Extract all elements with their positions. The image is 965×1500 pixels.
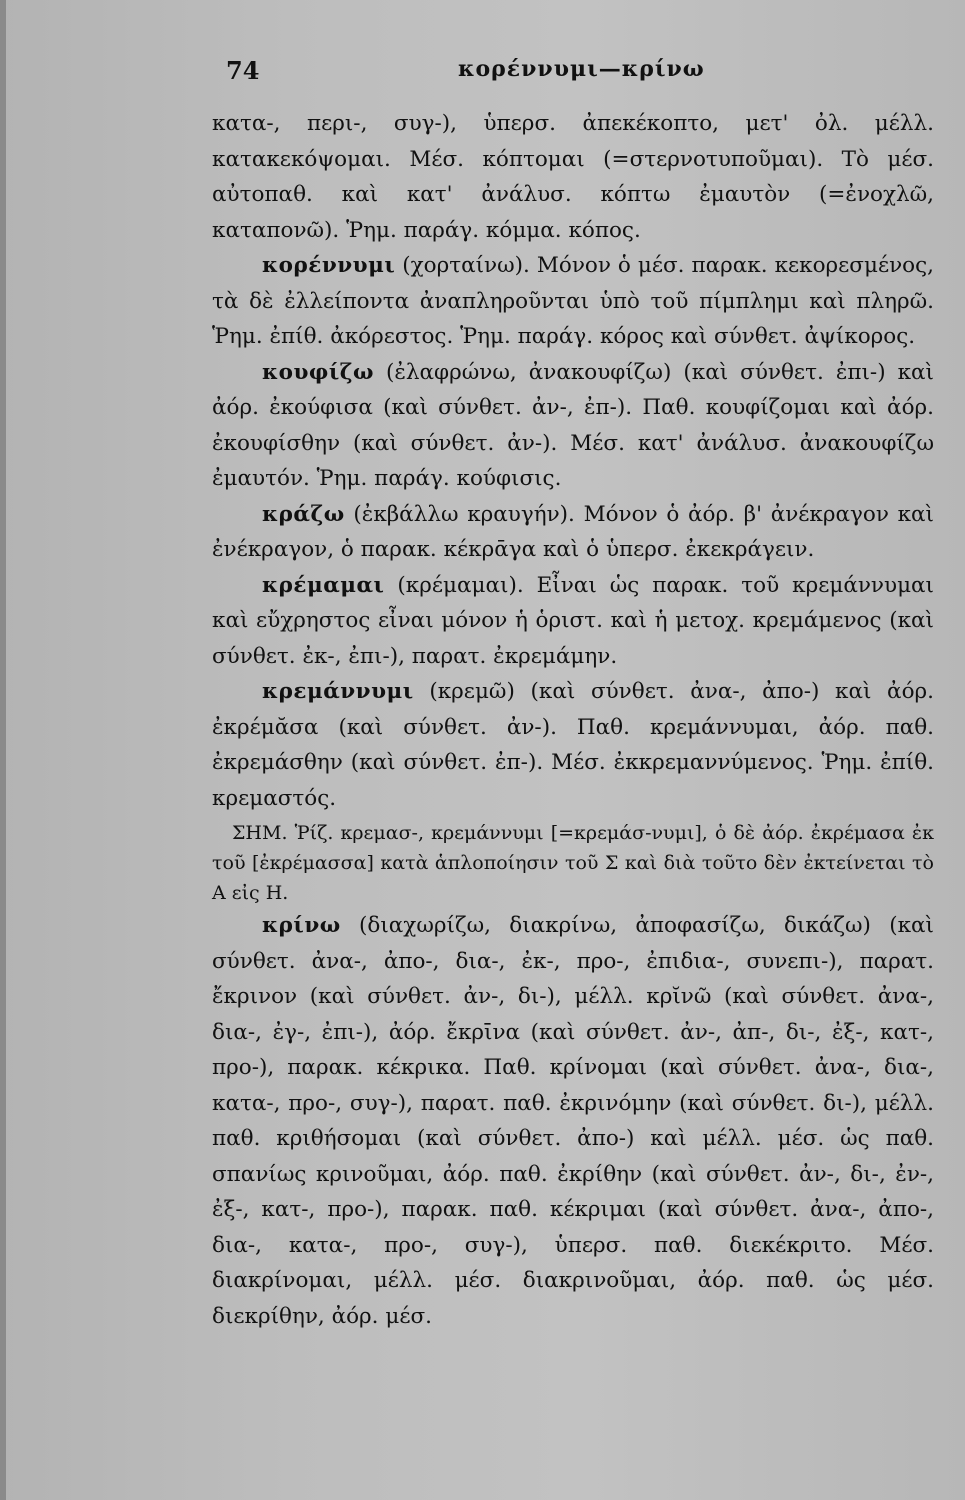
note-label: ΣΗΜ.: [232, 822, 288, 844]
entry-text: (διαχωρίζω, διακρίνω, ἀποφασίζω, δικάζω) (καὶ σύνθετ. ἀνα-, ἀπο-, δια-, ἐκ-, προ-, ἐπιδια-, συνεπι-), παρατ. ἔκρινον (καὶ σύνθετ. ἀν-, δι-), μέλλ. κρῐνῶ (καὶ σύνθετ. ἀνα-, δια-, ἐγ-, ἐπι-), ἀόρ. ἔκρῑνα (καὶ σύνθετ. ἀν-, ἀπ-, δι-, ἐξ-, κατ-, προ-), παρακ. κέκρικα. Παθ. κρίνομαι (καὶ σύνθετ. ἀνα-, δια-, κατα-, προ-, συγ-), παρατ. παθ. ἐκρινόμην (καὶ σύνθετ. δι-), μέλλ. παθ. κριθήσομαι (καὶ σύνθετ. ἀπο-) καὶ μέλλ. μέσ. ὡς παθ. σπανίως κρινοῦμαι, ἀόρ. παθ. ἐκρίθην (καὶ σύνθετ. ἀν-, δι-, ἐν-, ἐξ-, κατ-, προ-), παρακ. παθ. κέκριμαι (καὶ σύνθετ. ἀνα-, ἀπο-, δια-, κατα-, προ-, συγ-), ὑπερσ. παθ. διεκέκριτο. Μέσ. διακρίνομαι, μέλλ. μέσ. διακρινοῦμαι, ἀόρ. παθ. ὡς μέσ. διεκρίθην, ἀόρ. μέσ.: [212, 913, 934, 1329]
entry-continuation: [212, 106, 934, 248]
entry-text: (ἐκβάλλω κραυγήν). Μόνον ὁ ἀόρ. β' ἀνέκραγον καὶ ἐνέκραγον, ὁ παρακ. κέκρᾱγα καὶ ὁ ὑπερσ. ἐκεκράγειν.: [212, 501, 934, 562]
page-header: [226, 56, 926, 96]
entry-text: κατα-, περι-, συγ-), ὑπερσ. ἀπεκέκοπτο, μετ' ὀλ. μέλλ. κατακεκόψομαι. Μέσ. κόπτομαι (=στερνοτυποῦμαι). Τὸ μέσ. αὐτοπαθ. καὶ κατ' ἀνάλυσ. κόπτω ἐμαυτὸν (=ἐνοχλῶ, καταπονῶ). Ῥημ. παράγ. κόμμα. κόπος.: [212, 111, 934, 243]
entry-lemma: κρέμαμαι: [262, 572, 385, 598]
entry-lemma: κουφίζω: [262, 359, 374, 385]
grammar-note: [212, 818, 934, 908]
entry-lemma: κρεμάννυμι: [262, 679, 414, 704]
page-number: 74: [226, 56, 260, 85]
entry-krazo: [212, 497, 934, 568]
entry-krino: [212, 908, 934, 1334]
page-edge: [0, 0, 6, 1500]
entry-koufizo: [212, 355, 934, 497]
dictionary-body: [212, 106, 934, 1334]
running-title: κορέννυμι—κρίνω: [458, 56, 705, 82]
entry-lemma: κρίνω: [262, 913, 341, 938]
entry-text: (ἐλαφρώνω, ἀνακουφίζω) (καὶ σύνθετ. ἐπι-) καὶ ἀόρ. ἐκούφισα (καὶ σύνθετ. ἀν-, ἐπ-). Παθ. κουφίζομαι καὶ ἀόρ. ἐκουφίσθην (καὶ σύνθετ. ἀν-). Μέσ. κατ' ἀνάλυσ. ἀνακουφίζω ἐμαυτόν. Ῥημ. παράγ. κούφισις.: [212, 359, 934, 491]
entry-lemma: κορέννυμι: [262, 253, 396, 278]
entry-text: (κρεμῶ) (καὶ σύνθετ. ἀνα-, ἀπο-) καὶ ἀόρ. ἐκρέμᾰσα (καὶ σύνθετ. ἀν-). Παθ. κρεμάννυμαι, ἀόρ. παθ. ἐκρεμάσθην (καὶ σύνθετ. ἐπ-). Μέσ. ἐκκρεμαννύμενος. Ῥημ. ἐπίθ. κρεμαστός.: [212, 679, 934, 811]
note-text: Ῥίζ. κρεμασ-, κρεμάννυμι [=κρεμάσ-νυμι], ὁ δὲ ἀόρ. ἐκρέμασα ἐκ τοῦ [ἐκρέμασσα] κατὰ ἁπλοποίησιν τοῦ Σ καὶ διὰ τοῦτο δὲν ἐκτείνεται τὸ Α εἰς Η.: [212, 822, 935, 904]
entry-lemma: κράζω: [262, 501, 345, 527]
entry-koreannymi: [212, 248, 934, 355]
entry-kremamai: [212, 568, 934, 675]
entry-text: (χορταίνω). Μόνον ὁ μέσ. παρακ. κεκορεσμένος, τὰ δὲ ἐλλείποντα ἀναπληροῦνται ὑπὸ τοῦ πίμπλημι καὶ πληρῶ. Ῥημ. ἐπίθ. ἀκόρεστος. Ῥημ. παράγ. κόρος καὶ σύνθετ. ἀψίκορος.: [212, 253, 934, 349]
entry-text: (κρέμαμαι). Εἶναι ὡς παρακ. τοῦ κρεμάννυμαι καὶ εὔχρηστος εἶναι μόνον ἡ ὁριστ. καὶ ἡ μετοχ. κρεμάμενος (καὶ σύνθετ. ἐκ-, ἐπι-), παρατ. ἐκρεμάμην.: [212, 572, 934, 669]
entry-kremannymi: [212, 674, 934, 816]
